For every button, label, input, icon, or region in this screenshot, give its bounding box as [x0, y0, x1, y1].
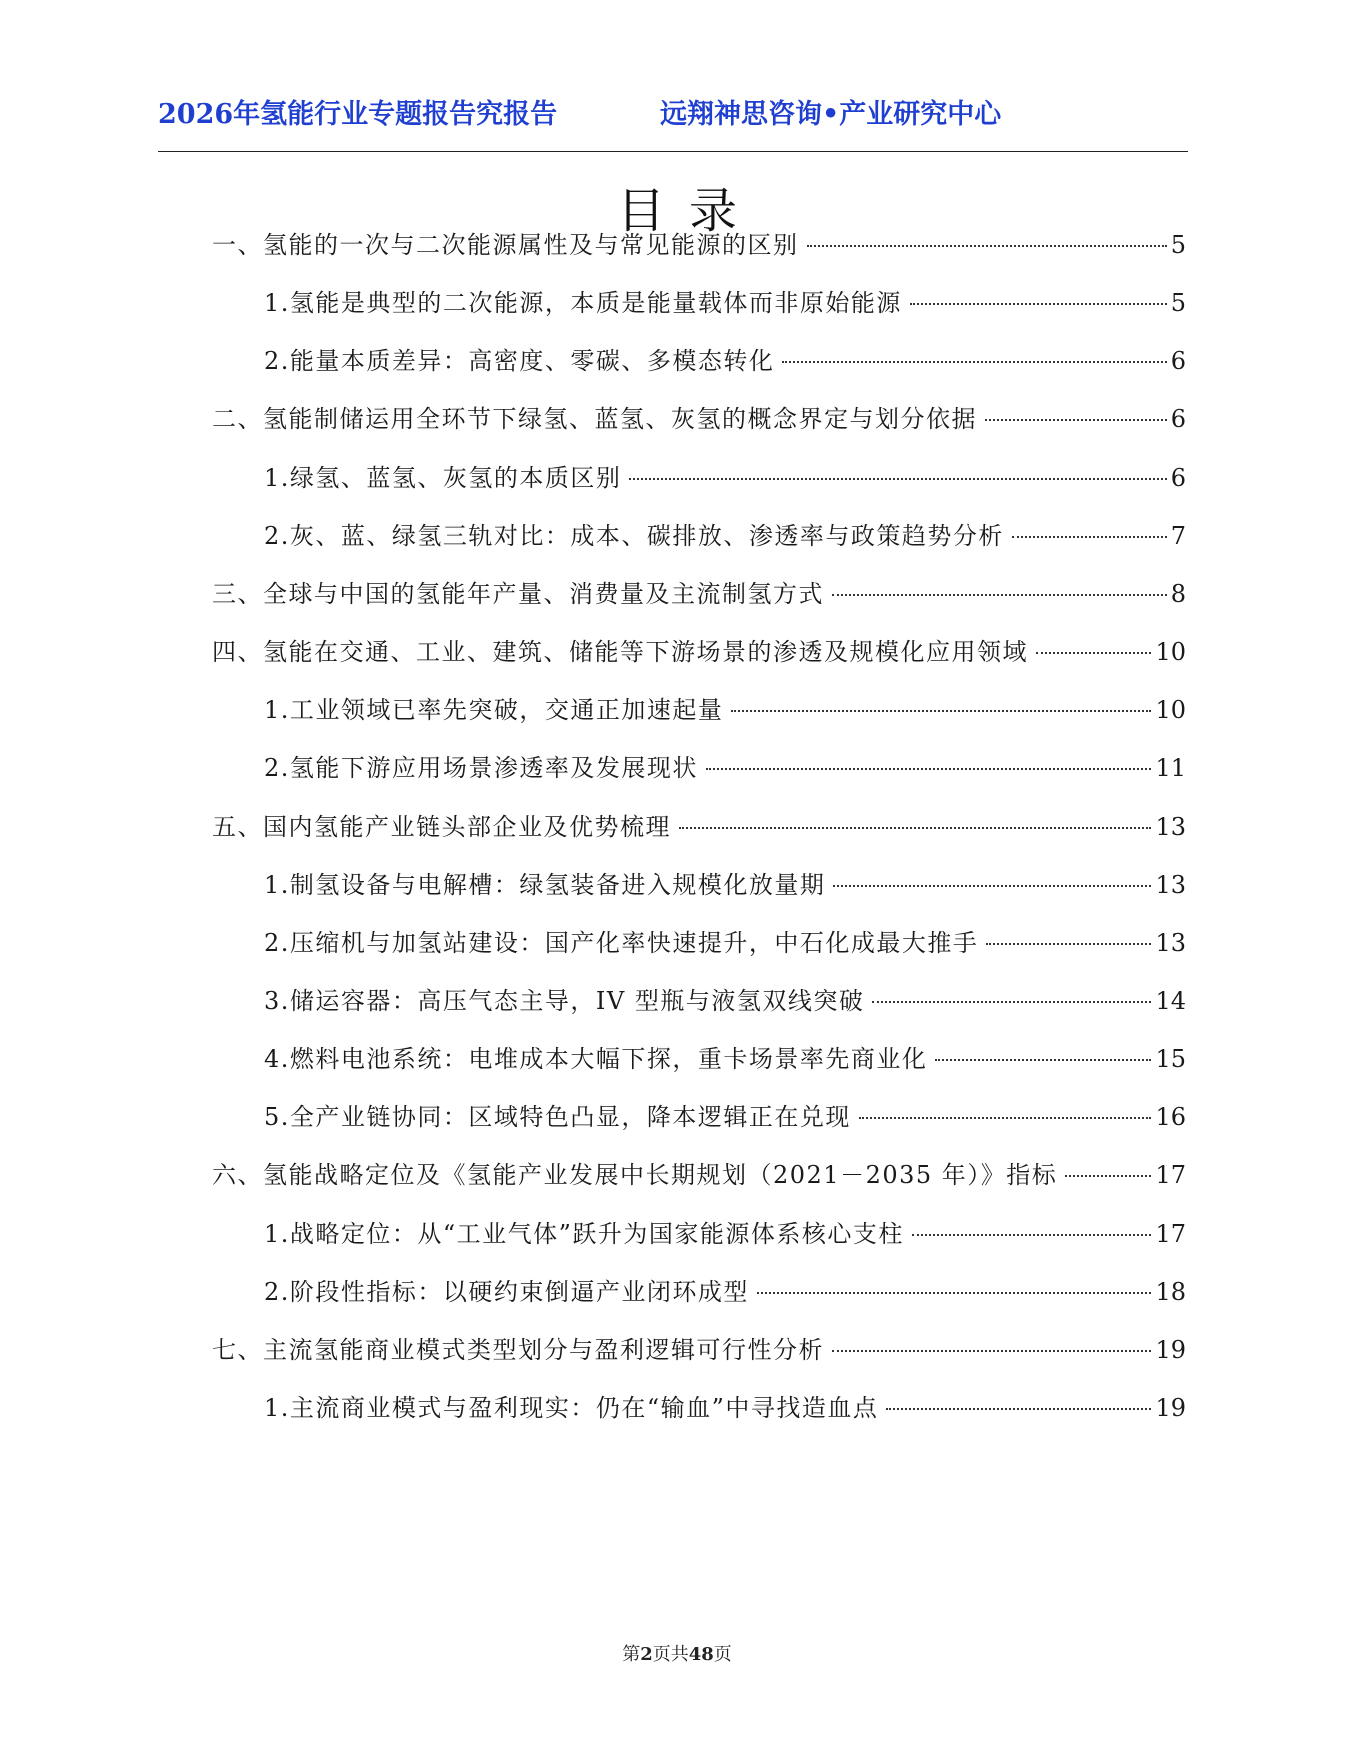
toc-entry[interactable] [264, 984, 1186, 1018]
toc-entry-page-number: 16 [1155, 1103, 1186, 1132]
toc-entry-page-number: 5 [1170, 289, 1186, 318]
toc-entry-label: 一、氢能的一次与二次能源属性及与常见能源的区别 [212, 231, 799, 259]
toc-entry[interactable] [212, 1158, 1186, 1192]
toc-entry[interactable] [212, 635, 1186, 669]
toc-entry-label: 4.燃料电池系统：电堆成本大幅下探，重卡场景率先商业化 [264, 1045, 928, 1074]
toc-entry-label: 2.压缩机与加氢站建设：国产化率快速提升，中石化成最大推手 [264, 928, 979, 957]
footer-middle: 页共 [652, 1644, 689, 1665]
toc-entry-page-number: 14 [1155, 986, 1186, 1015]
toc-entry-page-number: 6 [1170, 405, 1186, 434]
toc-entry-label: 1.主流商业模式与盈利现实：仍在“输血”中寻找造血点 [264, 1394, 879, 1422]
toc-entry[interactable] [212, 1333, 1186, 1367]
toc-entry-page-number: 17 [1155, 1219, 1186, 1248]
toc-dot-leader [886, 1408, 1151, 1410]
footer-total-pages: 48 [688, 1644, 714, 1665]
toc-dot-leader [807, 245, 1167, 247]
toc-dot-leader [782, 361, 1166, 363]
footer-current-page: 2 [640, 1644, 653, 1665]
toc-entry-page-number: 10 [1155, 696, 1186, 725]
page-footer [0, 1640, 1354, 1666]
toc-entry-label: 四、氢能在交通、工业、建筑、储能等下游场景的渗透及规模化应用领域 [212, 638, 1028, 667]
toc-entry-label: 2.灰、蓝、绿氢三轨对比：成本、碳排放、渗透率与政策趋势分析 [264, 521, 1004, 550]
toc-entry[interactable] [264, 868, 1186, 902]
toc-entry-page-number: 11 [1155, 754, 1186, 783]
toc-entry-label: 三、全球与中国的氢能年产量、消费量及主流制氢方式 [212, 579, 824, 608]
toc-dot-leader [1012, 536, 1167, 538]
toc-entry[interactable] [264, 693, 1186, 727]
toc-entry-page-number: 8 [1170, 579, 1186, 608]
toc-dot-leader [935, 1059, 1151, 1061]
toc-dot-leader [679, 827, 1151, 829]
toc-entry-label: 3.储运容器：高压气态主导，IV 型瓶与液氢双线突破 [264, 986, 865, 1015]
toc-entry-label: 2.氢能下游应用场景渗透率及发展现状 [264, 754, 698, 783]
toc-entry-page-number: 13 [1155, 870, 1186, 899]
footer-suffix: 页 [713, 1644, 732, 1665]
toc-entry-label: 1.战略定位：从“工业气体”跃升为国家能源体系核心支柱 [264, 1219, 904, 1248]
toc-entry[interactable] [264, 751, 1186, 785]
toc-entry[interactable] [264, 1042, 1186, 1076]
toc-dot-leader [1036, 652, 1151, 654]
toc-dot-leader [986, 943, 1151, 945]
toc-entry-label: 七、主流氢能商业模式类型划分与盈利逻辑可行性分析 [212, 1335, 824, 1364]
toc-entry[interactable] [264, 286, 1186, 320]
header-report-title: 2026年氢能行业专题报告究报告 [158, 99, 558, 130]
toc-entry[interactable] [264, 344, 1186, 378]
header-organization: 远翔神思咨询•产业研究中心 [660, 99, 1002, 130]
toc-entry-page-number: 13 [1155, 812, 1186, 841]
toc-entry[interactable] [264, 461, 1186, 495]
toc-entry-label: 1.制氢设备与电解槽：绿氢装备进入规模化放量期 [264, 870, 826, 899]
toc-entry-label: 1.工业领域已率先突破，交通正加速起量 [264, 696, 724, 725]
toc-entry[interactable] [264, 1100, 1186, 1134]
toc-entry-label: 2.阶段性指标：以硬约束倒逼产业闭环成型 [264, 1277, 749, 1306]
toc-entry[interactable] [212, 228, 1186, 262]
toc-entry-page-number: 17 [1155, 1161, 1186, 1190]
header-divider [158, 151, 1188, 152]
toc-entry-page-number: 6 [1170, 463, 1186, 492]
toc-entry-label: 1.绿氢、蓝氢、灰氢的本质区别 [264, 463, 622, 492]
toc-entry[interactable] [264, 519, 1186, 553]
toc-dot-leader [629, 478, 1166, 480]
toc-heading: 目录 [616, 183, 761, 239]
toc-entry-page-number: 19 [1155, 1335, 1186, 1364]
toc-dot-leader [757, 1292, 1152, 1294]
toc-entry-page-number: 6 [1170, 347, 1186, 376]
toc-dot-leader [706, 768, 1152, 770]
toc-entry-page-number: 10 [1155, 638, 1186, 667]
toc-entry-label: 二、氢能制储运用全环节下绿氢、蓝氢、灰氢的概念界定与划分依据 [212, 405, 977, 434]
toc-dot-leader [985, 419, 1167, 421]
toc-entry-label: 1.氢能是典型的二次能源，本质是能量载体而非原始能源 [264, 289, 902, 318]
toc-dot-leader [833, 885, 1151, 887]
toc-dot-leader [910, 303, 1167, 305]
toc-entry-page-number: 13 [1155, 928, 1186, 957]
toc-dot-leader [872, 1001, 1151, 1003]
toc-entry-label: 五、国内氢能产业链头部企业及优势梳理 [212, 812, 671, 841]
toc-entry[interactable] [264, 1275, 1186, 1309]
toc-entry-page-number: 18 [1155, 1277, 1186, 1306]
toc-entry-page-number: 15 [1155, 1045, 1186, 1074]
toc-dot-leader [912, 1234, 1152, 1236]
toc-entry[interactable] [212, 402, 1186, 436]
toc-dot-leader [832, 594, 1167, 596]
page-header [158, 92, 1188, 132]
footer-prefix: 第 [622, 1644, 641, 1665]
toc-entry-page-number: 5 [1170, 231, 1186, 259]
toc-entry[interactable] [264, 1391, 1186, 1425]
toc-entry[interactable] [264, 1217, 1186, 1251]
toc-entry-label: 5.全产业链协同：区域特色凸显，降本逻辑正在兑现 [264, 1103, 851, 1132]
toc-entry[interactable] [264, 926, 1186, 960]
toc-entry-label: 六、氢能战略定位及《氢能产业发展中长期规划（2021－2035 年）》指标 [212, 1161, 1058, 1190]
toc-entry-page-number: 19 [1155, 1394, 1186, 1422]
toc-entry-page-number: 7 [1170, 521, 1186, 550]
toc-dot-leader [832, 1350, 1151, 1352]
toc-dot-leader [731, 710, 1151, 712]
toc-dot-leader [1065, 1175, 1151, 1177]
toc-entry[interactable] [212, 810, 1186, 844]
toc-entry[interactable] [212, 577, 1186, 611]
toc-dot-leader [859, 1117, 1152, 1119]
toc-entry-label: 2.能量本质差异：高密度、零碳、多模态转化 [264, 347, 775, 376]
